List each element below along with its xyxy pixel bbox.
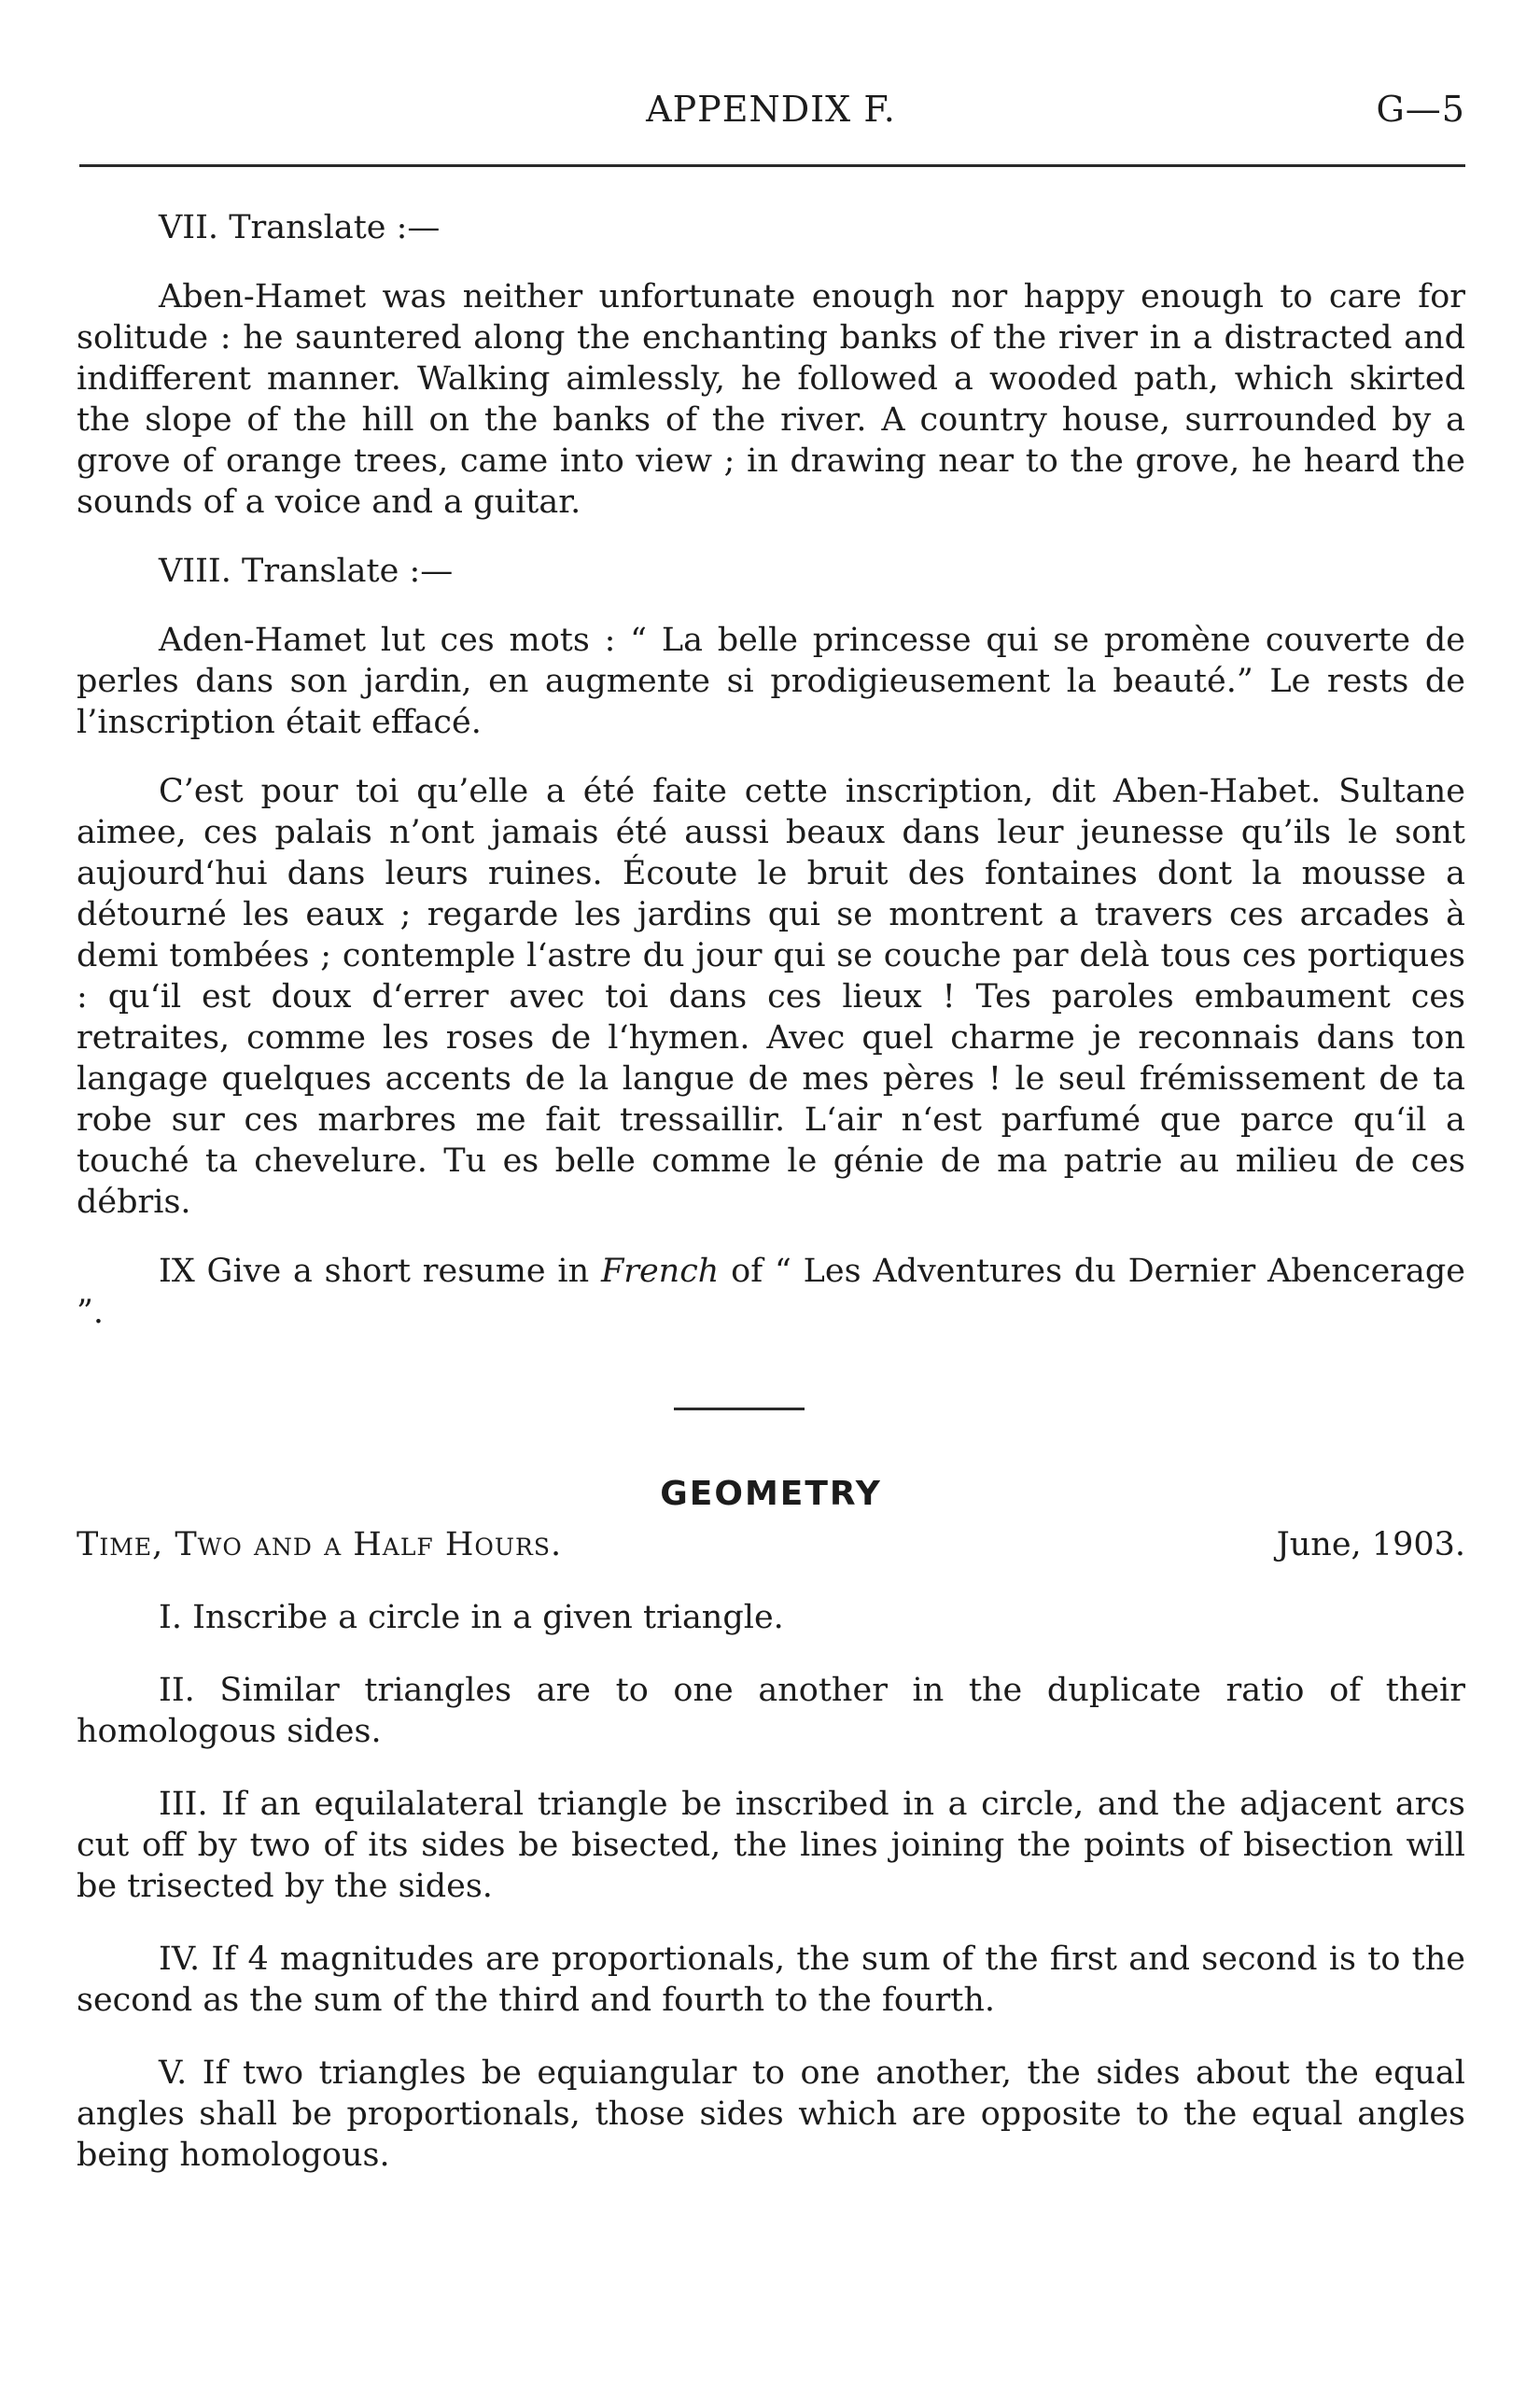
exam-info-line bbox=[77, 1524, 1465, 1565]
question-number: II. bbox=[159, 1672, 195, 1709]
exam-date: June, 1903. bbox=[1276, 1526, 1465, 1563]
question-text: Similar triangles are to one another in the duplicate ratio of their homologous sides. bbox=[77, 1672, 1465, 1750]
question-7-heading bbox=[77, 207, 1465, 248]
question-9 bbox=[77, 1251, 1465, 1333]
question-9-text-after: of “ Les Adventures du Dernier Abencerage ”. bbox=[77, 1253, 1465, 1331]
page-body bbox=[77, 207, 1465, 2176]
running-header bbox=[77, 89, 1465, 145]
geometry-question-5 bbox=[77, 2053, 1465, 2176]
question-text: If 4 magnitudes are proportionals, the sum of the first and second is to the second as the sum of the third and fourth to the fourth. bbox=[77, 1941, 1465, 2019]
spacer bbox=[77, 1638, 1465, 1670]
question-9-number: IX bbox=[159, 1253, 195, 1290]
header-title: APPENDIX F. bbox=[646, 89, 896, 130]
spacer bbox=[77, 1907, 1465, 1939]
question-8-text-1: Aden-Hamet lut ces mots : “ La belle princesse qui se promène couverte de perles dans son jardin, en augmente si prodigieusement la beauté.” Le rests de l’inscription était effacé. bbox=[77, 622, 1465, 741]
question-8-text-2: C’est pour toi qu’elle a été faite cette inscription, dit Aben-Habet. Sultane aimee, ces palais n’ont jamais été aussi beaux dans leur jeunesse qu’ils le sont aujourd‘hui dans leurs ruines. Écoute le bruit des fontaines dont la mousse a détourné les eaux ; regarde les jardins qui se montrent a travers ces arcades à demi tombées ; contemple l‘astre du jour qui se couche par delà tous ces portiques : qu‘il est doux d‘errer avec toi dans ces lieux ! Tes paroles embaument ces retraites, comme les roses de l‘hymen. Avec quel charme je reconnais dans ton langage quelques accents de la langue de mes pères ! le seul frémissement de ta robe sur ces marbres me fait tressaillir. L‘air n‘est parfumé que parce qu‘il a touché ta chevelure. Tu es belle comme le génie de ma patrie au milieu de ces débris. bbox=[77, 773, 1465, 1221]
geometry-question-2 bbox=[77, 1670, 1465, 1752]
question-text: If two triangles be equiangular to one another, the sides about the equal angles shall be proportionals, those sides which are opposite to the equal angles being homologous. bbox=[77, 2054, 1465, 2174]
geometry-question-3 bbox=[77, 1784, 1465, 1907]
spacer bbox=[77, 1565, 1465, 1597]
spacer bbox=[77, 743, 1465, 771]
geometry-question-1 bbox=[77, 1597, 1465, 1638]
question-9-italic: French bbox=[600, 1253, 720, 1290]
section-divider bbox=[674, 1408, 805, 1410]
question-8-number: VIII. bbox=[159, 553, 231, 590]
geometry-question-4 bbox=[77, 1939, 1465, 2021]
question-number: III. bbox=[159, 1786, 208, 1823]
question-7-number: VII. bbox=[159, 209, 219, 246]
section-title-geometry: GEOMETRY bbox=[660, 1475, 882, 1513]
question-8-instruction: Translate :— bbox=[242, 553, 454, 590]
question-9-text-before: Give a short resume in bbox=[206, 1253, 590, 1290]
spacer bbox=[77, 592, 1465, 620]
header-rule bbox=[79, 164, 1465, 167]
spacer bbox=[77, 2021, 1465, 2053]
spacer bbox=[77, 1223, 1465, 1251]
spacer bbox=[77, 1752, 1465, 1784]
question-number: IV. bbox=[159, 1941, 201, 1978]
question-number: V. bbox=[159, 2054, 188, 2092]
question-text: If an equilalateral triangle be inscribed in a circle, and the adjacent arcs cut off by two of its sides be bisected, the lines joining the points of bisection will be trisected by the sides. bbox=[77, 1786, 1465, 1905]
header-page-ref: G—5 bbox=[1376, 89, 1465, 130]
question-number: I. bbox=[159, 1599, 182, 1636]
question-8-heading bbox=[77, 551, 1465, 592]
spacer bbox=[77, 523, 1465, 551]
spacer bbox=[77, 248, 1465, 276]
question-7-instruction: Translate :— bbox=[229, 209, 441, 246]
question-text: Inscribe a circle in a given triangle. bbox=[192, 1599, 784, 1636]
question-7-text: Aben-Hamet was neither unfortunate enough nor happy enough to care for solitude : he sauntered along the enchanting banks of the river in a distracted and indifferent manner. Walking aimlessly, he followed a wooded path, which skirted the slope of the hill on the banks of the river. A country house, surrounded by a grove of orange trees, came into view ; in drawing near to the grove, he heard the sounds of a voice and a guitar. bbox=[77, 278, 1465, 521]
exam-time: Time, Two and a Half Hours. bbox=[77, 1526, 563, 1563]
